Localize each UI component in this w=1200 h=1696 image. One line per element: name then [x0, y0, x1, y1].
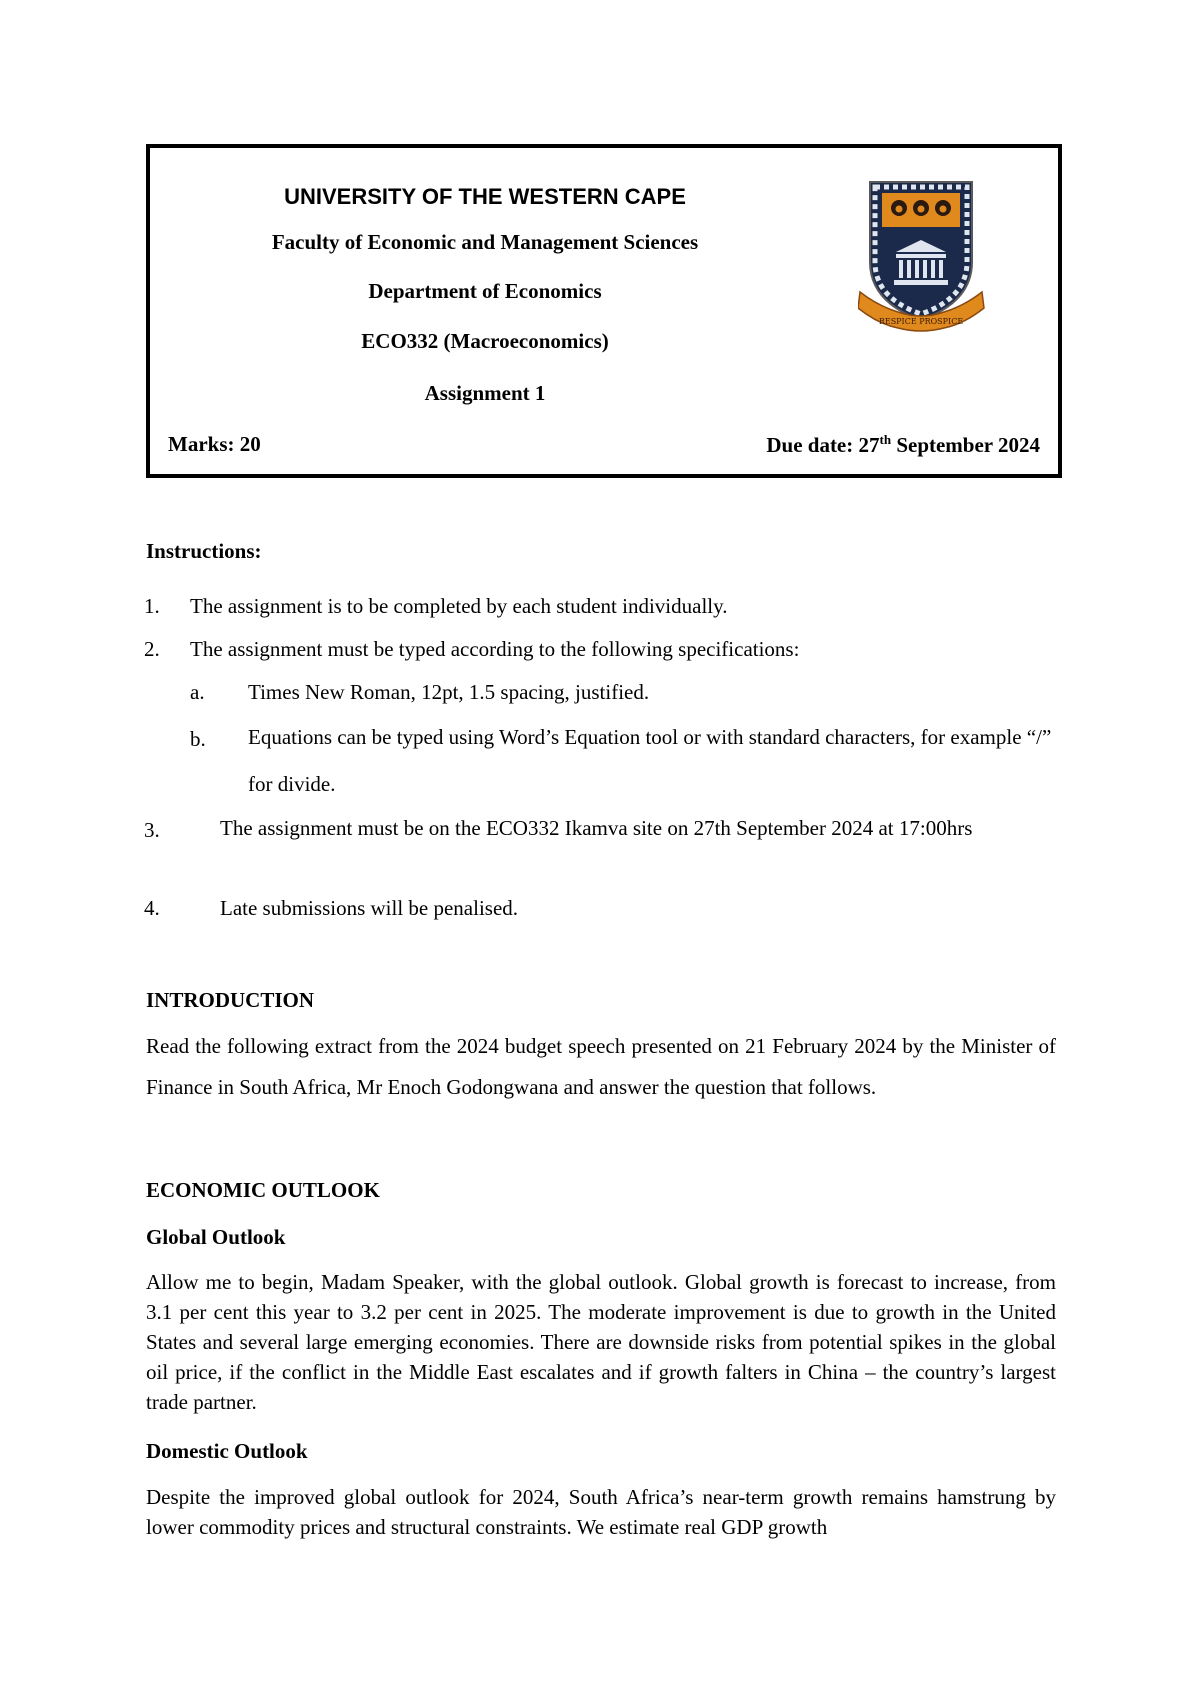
- marks-label: Marks: 20: [168, 432, 261, 456]
- global-outlook-paragraph: Allow me to begin, Madam Speaker, with the global outlook. Global growth is forecast to increase, from 3.1 per cent this year to 3.2 per cent in 2025. The moderate improvement is due to growth in the United States and several large emerging economies. There are downside risks from potential spikes in the global oil price, if the conflict in the Middle East escalates and if growth falters in China – the country’s largest trade partner.: [146, 1270, 1056, 1414]
- header-box: [146, 144, 1062, 478]
- university-name: UNIVERSITY OF THE WESTERN CAPE: [284, 184, 686, 209]
- global-outlook-heading: Global Outlook: [146, 1225, 286, 1249]
- department-name: Department of Economics: [368, 279, 602, 303]
- instruction-3-number: 3.: [144, 818, 160, 842]
- university-crest-logo: [858, 174, 988, 334]
- assignment-title: Assignment 1: [424, 381, 546, 405]
- instruction-2a-text: Times New Roman, 12pt, 1.5 spacing, justified.: [248, 680, 650, 704]
- domestic-outlook-paragraph: Despite the improved global outlook for 2024, South Africa’s near-term growth remains hamstrung by lower commodity prices and structural constraints. We estimate real GDP growth: [146, 1485, 1056, 1539]
- faculty-name: Faculty of Economic and Management Sciences: [271, 230, 699, 254]
- instruction-1-text: The assignment is to be completed by each student individually.: [190, 594, 728, 618]
- course-title: ECO332 (Macroeconomics): [361, 329, 609, 353]
- due-date-prefix: Due date: 27: [766, 433, 880, 457]
- instruction-4-text: Late submissions will be penalised.: [220, 896, 519, 920]
- due-date: [766, 432, 1040, 458]
- due-date-suffix: September 2024: [891, 433, 1040, 457]
- instruction-1-number: 1.: [144, 594, 160, 618]
- instruction-3-text: The assignment must be on the ECO332 Ikamva site on 27th September 2024 at 17:00hrs: [220, 816, 973, 840]
- instruction-2b-number: b.: [190, 727, 206, 751]
- instruction-2-text: The assignment must be typed according to the following specifications:: [190, 637, 800, 661]
- instruction-2a-number: a.: [190, 680, 205, 704]
- economic-outlook-heading: ECONOMIC OUTLOOK: [146, 1178, 380, 1202]
- instruction-2-number: 2.: [144, 637, 160, 661]
- introduction-heading: INTRODUCTION: [146, 988, 315, 1012]
- instruction-2b-text: Equations can be typed using Word’s Equation tool or with standard characters, for example “/” for divide.: [248, 725, 1052, 796]
- instruction-4-number: 4.: [144, 896, 160, 920]
- crest-motto: RESPICE PROSPICE: [878, 317, 964, 326]
- domestic-outlook-heading: Domestic Outlook: [146, 1439, 308, 1463]
- introduction-paragraph: Read the following extract from the 2024 budget speech presented on 21 February 2024 by the Minister of Finance in South Africa, Mr Enoch Godongwana and answer the question that follows.: [146, 1034, 1056, 1099]
- instructions-heading: Instructions:: [146, 539, 262, 563]
- due-date-ordinal: th: [879, 432, 892, 447]
